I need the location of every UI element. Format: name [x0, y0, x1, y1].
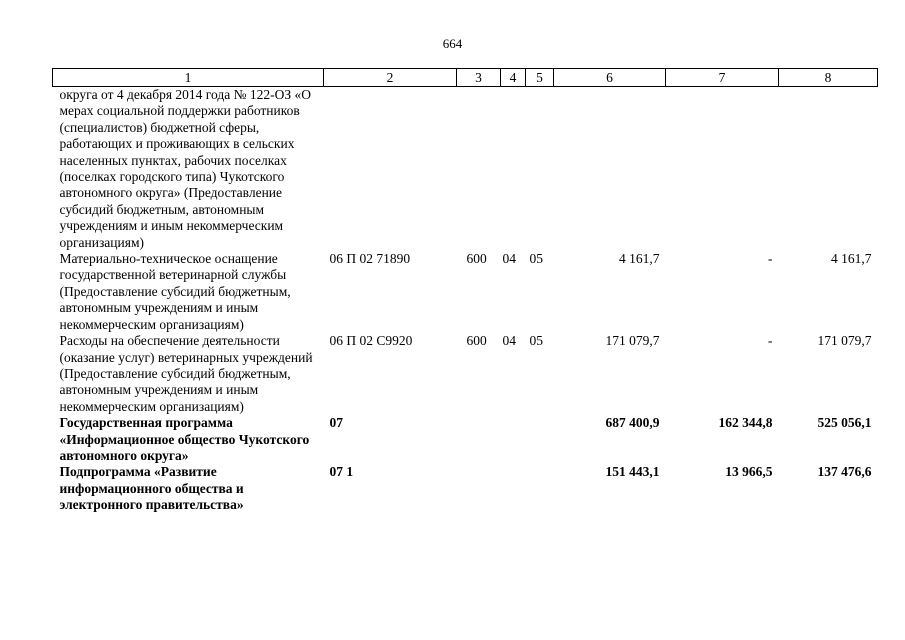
budget-table [52, 68, 878, 514]
table-body [53, 87, 878, 514]
section-cell: 04 [502, 333, 516, 349]
row-name-cell: округа от 4 декабря 2014 года № 122-ОЗ «О мерах социальной поддержки работников (специалистов) бюджетной сферы, работающих и проживающих в сельских населенных пунктах, рабочих поселках (поселках городского типа) Чукотского автономного округа» (Предоставление субсидий бюджетным, автономным учреждениям и иным некоммерческим организациям) [59, 87, 311, 250]
regional-amount-cell: 137 476,6 [817, 464, 872, 480]
section-cell [501, 415, 526, 464]
total-amount-cell: 151 443,1 [605, 464, 660, 480]
expense-type-cell: 600 [466, 333, 487, 349]
federal-amount-cell [666, 87, 779, 252]
row-name-cell: Подпрограмма «Развитие информационного общества и электронного правительства» [59, 464, 244, 513]
section-cell: 04 [502, 251, 516, 267]
column-header: 3 [457, 69, 501, 87]
regional-amount-cell [779, 87, 878, 252]
page-number: 664 [442, 36, 463, 51]
expense-type-cell [457, 464, 501, 513]
total-amount-cell: 4 161,7 [619, 251, 660, 267]
subsection-cell: 05 [529, 333, 543, 349]
table-row [53, 251, 878, 333]
target-code-cell [324, 87, 457, 252]
subsection-cell [526, 87, 554, 252]
column-header: 2 [324, 69, 457, 87]
total-amount-cell [554, 87, 666, 252]
regional-amount-cell: 525 056,1 [817, 415, 872, 431]
table-row [53, 464, 878, 513]
subsection-cell: 05 [529, 251, 543, 267]
table-header [53, 69, 878, 87]
expense-type-cell [457, 415, 501, 464]
regional-amount-cell: 171 079,7 [817, 333, 872, 349]
federal-amount-cell: - [768, 333, 773, 349]
table-row [53, 87, 878, 252]
expense-type-cell: 600 [466, 251, 487, 267]
regional-amount-cell: 4 161,7 [831, 251, 872, 267]
column-header: 4 [501, 69, 526, 87]
column-header: 8 [779, 69, 878, 87]
subsection-cell [526, 464, 554, 513]
table-row [53, 333, 878, 415]
total-amount-cell: 171 079,7 [605, 333, 660, 349]
column-header: 6 [554, 69, 666, 87]
column-header: 7 [666, 69, 779, 87]
column-number-row [53, 69, 878, 87]
column-header: 5 [526, 69, 554, 87]
target-code-cell: 06 П 02 С9920 [329, 333, 413, 349]
target-code-cell: 07 [329, 415, 343, 431]
row-name-cell: Государственная программа «Информационное общество Чукотского автономного округа» [59, 415, 310, 463]
target-code-cell: 06 П 02 71890 [329, 251, 411, 267]
federal-amount-cell: 13 966,5 [725, 464, 773, 480]
federal-amount-cell: 162 344,8 [718, 415, 773, 431]
expense-type-cell [457, 87, 501, 252]
section-cell [501, 87, 526, 252]
section-cell [501, 464, 526, 513]
column-header: 1 [53, 69, 324, 87]
total-amount-cell: 687 400,9 [605, 415, 660, 431]
table-row [53, 415, 878, 464]
row-name-cell: Расходы на обеспечение деятельности (оказание услуг) ветеринарных учреждений (Предоставление субсидий бюджетным, автономным учреждениям и иным некоммерческим организациям) [59, 333, 313, 414]
federal-amount-cell: - [768, 251, 773, 267]
row-name-cell: Материально-техническое оснащение государственной ветеринарной службы (Предоставление субсидий бюджетным, автономным учреждениям и иным некоммерческим организациям) [59, 251, 291, 332]
subsection-cell [526, 415, 554, 464]
target-code-cell: 07 1 [329, 464, 354, 480]
